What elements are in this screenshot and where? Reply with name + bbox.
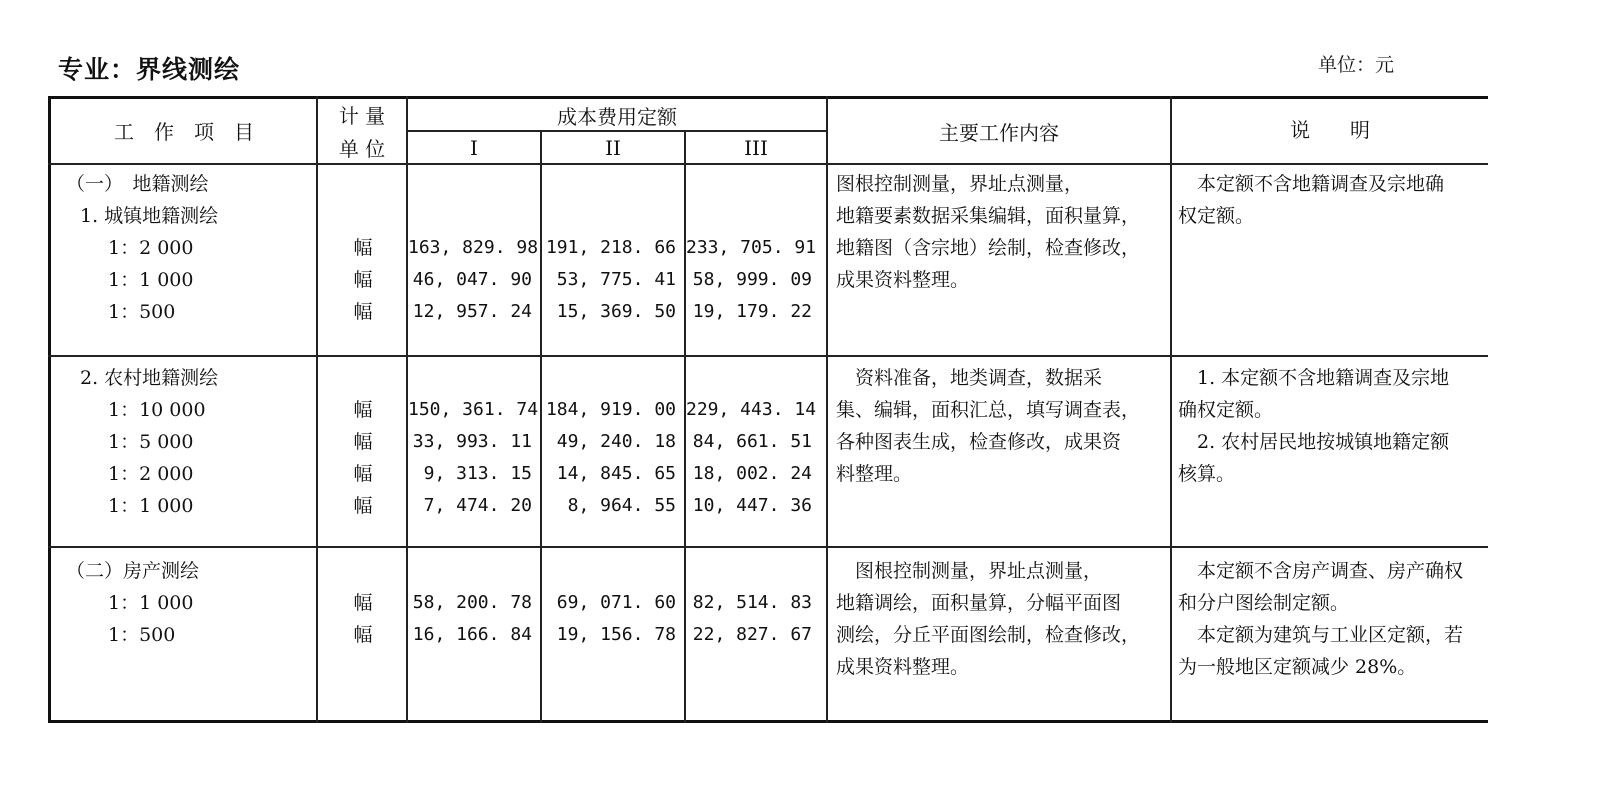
row-unit: 幅 (353, 301, 373, 323)
content-line: 料整理。 (836, 463, 913, 485)
content-line: 成果资料整理。 (836, 269, 970, 291)
cell-class-2: 53, 775. 41 (556, 269, 676, 290)
row-unit: 幅 (353, 269, 373, 291)
cell-class-1: 58, 200. 78 (412, 592, 532, 613)
header-class-3: III (744, 136, 768, 160)
cell-class-2: 14, 845. 65 (556, 463, 676, 484)
cell-class-1: 12, 957. 24 (412, 301, 532, 322)
note-line: 本定额为建筑与工业区定额，若 (1178, 624, 1464, 646)
content-line: 地籍图（含宗地）绘制，检查修改， (836, 237, 1141, 259)
section-divider (48, 355, 1488, 357)
section-divider (48, 546, 1488, 548)
row-scale: 1：500 (108, 301, 176, 323)
row-scale: 1：2 000 (108, 463, 194, 485)
cell-class-2: 69, 071. 60 (556, 592, 676, 613)
cell-class-2: 15, 369. 50 (556, 301, 676, 322)
note-line: 本定额不含房产调查、房产确权 (1178, 560, 1464, 582)
cell-class-3: 229, 443. 14 (686, 399, 817, 420)
cell-class-1: 9, 313. 15 (423, 463, 532, 484)
section-subtitle: 2. 农村地籍测绘 (80, 367, 219, 389)
content-line: 各种图表生成，检查修改，成果资 (836, 431, 1122, 453)
content-line: 地籍调绘，面积量算，分幅平面图 (836, 592, 1122, 614)
page-title: 专业：界线测绘 (58, 55, 241, 84)
cell-class-2: 19, 156. 78 (556, 624, 676, 645)
note-line: 为一般地区定额减少 28%。 (1178, 656, 1417, 678)
row-unit: 幅 (353, 624, 373, 646)
section-subtitle: 1. 城镇地籍测绘 (80, 205, 219, 227)
row-unit: 幅 (353, 495, 373, 517)
col-divider (1170, 96, 1172, 723)
cell-class-1: 16, 166. 84 (412, 624, 532, 645)
content-line: 图根控制测量，界址点测量， (836, 173, 1084, 195)
note-line: 2. 农村居民地按城镇地籍定额 (1178, 431, 1450, 453)
header-work-item: 工 作 项 目 (114, 120, 254, 144)
row-scale: 1：1 000 (108, 269, 194, 291)
row-scale: 1：1 000 (108, 592, 194, 614)
cell-class-3: 82, 514. 83 (692, 592, 812, 613)
header-bottom-line (48, 163, 1488, 165)
cell-class-3: 58, 999. 09 (692, 269, 812, 290)
cell-class-1: 7, 474. 20 (423, 495, 532, 516)
cell-class-2: 191, 218. 66 (545, 237, 676, 258)
content-line: 资料准备，地类调查，数据采 (836, 367, 1103, 389)
row-scale: 1：2 000 (108, 237, 194, 259)
cell-class-3: 233, 705. 91 (686, 237, 817, 258)
content-line: 图根控制测量，界址点测量， (836, 560, 1103, 582)
cell-class-1: 163, 829. 98 (408, 237, 539, 258)
row-scale: 1：10 000 (108, 399, 206, 421)
cell-class-2: 8, 964. 55 (567, 495, 676, 516)
content-line: 集、编辑，面积汇总，填写调查表， (836, 399, 1141, 421)
header-class-1: I (470, 136, 478, 160)
currency-unit-label: 单位：元 (1318, 54, 1395, 76)
row-scale: 1：5 000 (108, 431, 194, 453)
cell-class-2: 49, 240. 18 (556, 431, 676, 452)
col-divider (826, 96, 828, 723)
section-title: （二）房产测绘 (66, 560, 200, 582)
content-line: 测绘，分丘平面图绘制，检查修改， (836, 624, 1141, 646)
cell-class-1: 33, 993. 11 (412, 431, 532, 452)
cell-class-3: 22, 827. 67 (692, 624, 812, 645)
note-line: 确权定额。 (1178, 399, 1274, 421)
cell-class-3: 10, 447. 36 (692, 495, 812, 516)
row-unit: 幅 (353, 237, 373, 259)
note-line: 本定额不含地籍调查及宗地确 (1178, 173, 1445, 195)
row-scale: 1：500 (108, 624, 176, 646)
cell-class-3: 18, 002. 24 (692, 463, 812, 484)
header-subdivider (406, 130, 827, 132)
header-notes: 说 明 (1290, 118, 1370, 142)
note-line: 权定额。 (1178, 205, 1255, 227)
cell-class-3: 19, 179. 22 (692, 301, 812, 322)
row-unit: 幅 (353, 592, 373, 614)
row-unit: 幅 (353, 431, 373, 453)
header-measure-unit-top: 计 量 (338, 104, 386, 128)
header-main-content: 主要工作内容 (939, 121, 1059, 145)
section-title: （一） 地籍测绘 (66, 173, 209, 195)
header-class-2: II (605, 136, 621, 160)
cell-class-1: 46, 047. 90 (412, 269, 532, 290)
cell-class-2: 184, 919. 00 (545, 399, 676, 420)
row-unit: 幅 (353, 463, 373, 485)
cell-class-1: 150, 361. 74 (408, 399, 539, 420)
header-cost-quota: 成本费用定额 (557, 105, 677, 129)
cell-class-3: 84, 661. 51 (692, 431, 812, 452)
header-measure-unit-bottom: 单 位 (338, 137, 386, 161)
row-unit: 幅 (353, 399, 373, 421)
row-scale: 1：1 000 (108, 495, 194, 517)
note-line: 1. 本定额不含地籍调查及宗地 (1178, 367, 1450, 389)
note-line: 核算。 (1178, 463, 1236, 485)
content-line: 成果资料整理。 (836, 656, 970, 678)
content-line: 地籍要素数据采集编辑，面积量算， (836, 205, 1141, 227)
note-line: 和分户图绘制定额。 (1178, 592, 1350, 614)
